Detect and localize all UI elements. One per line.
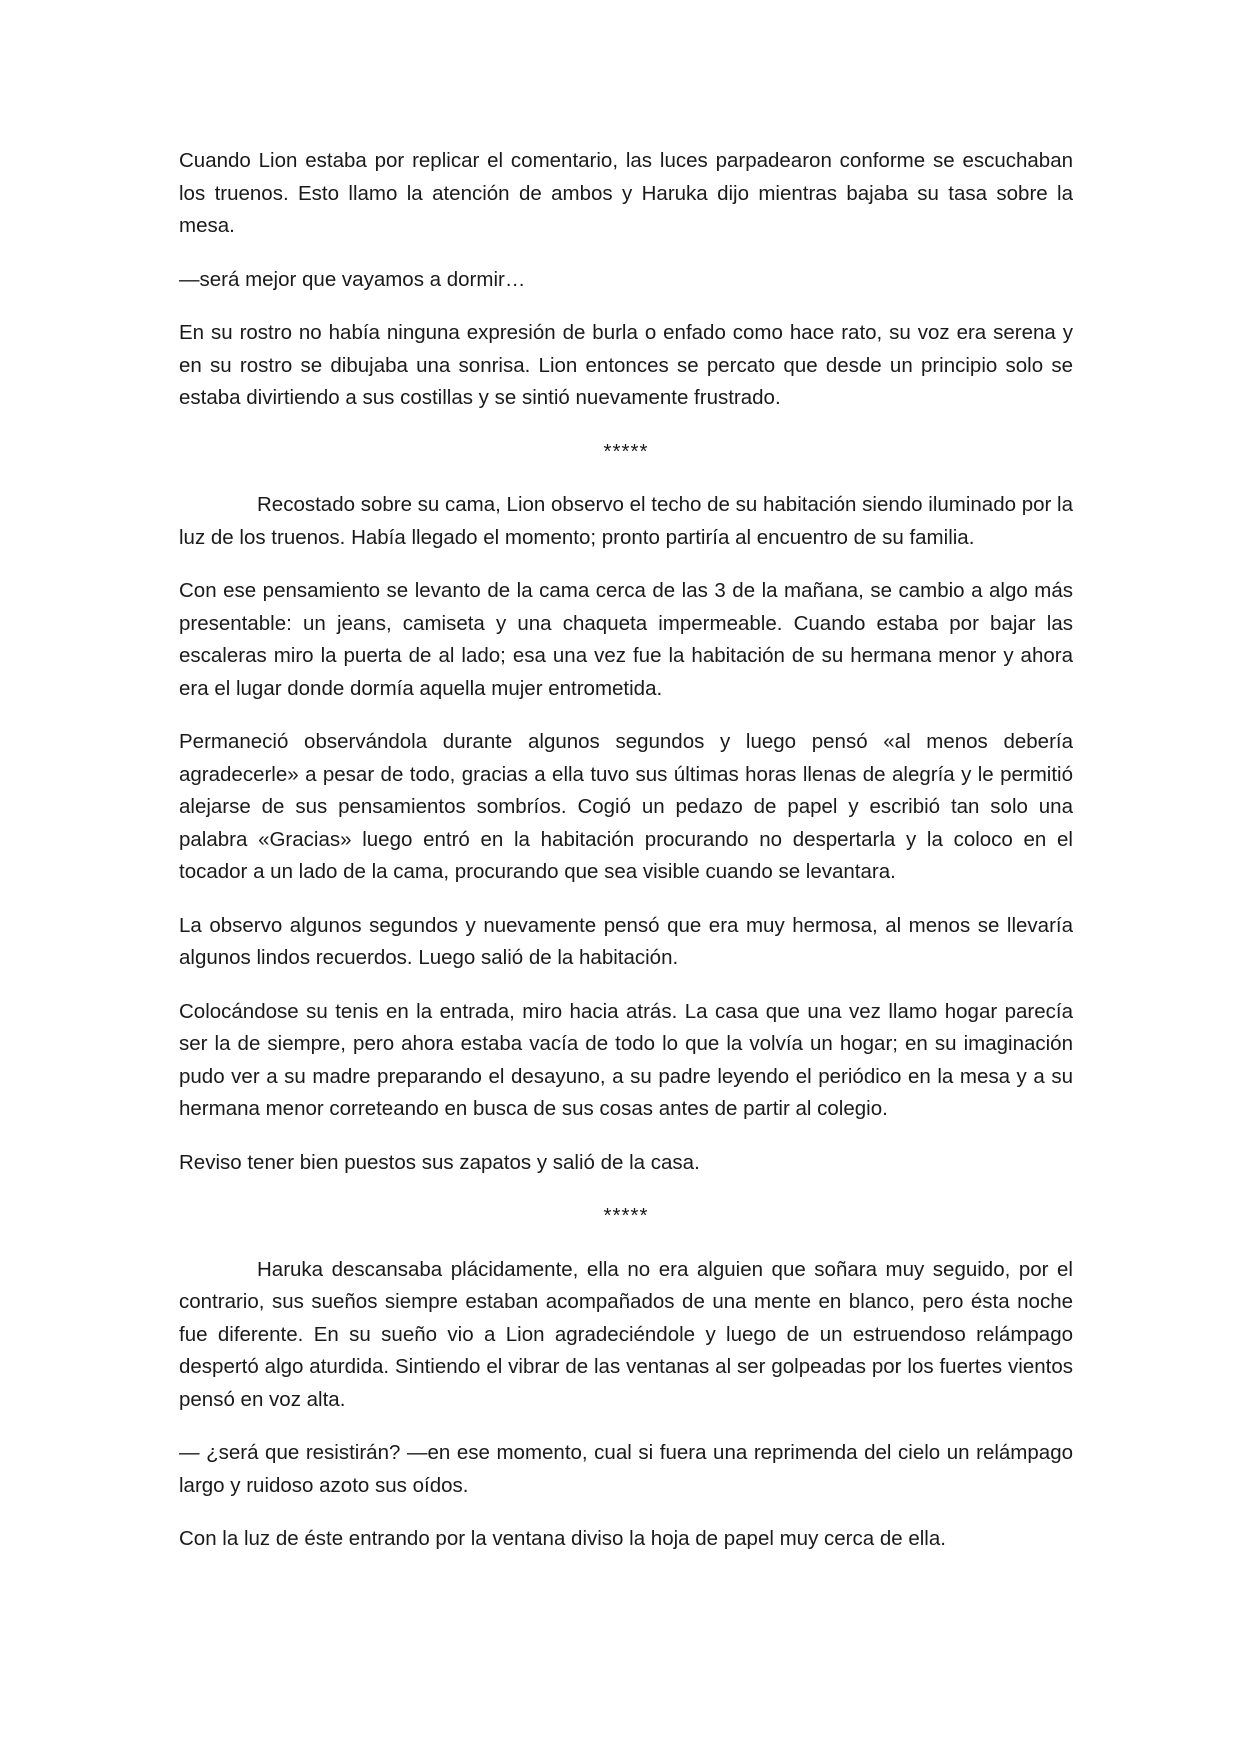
scene-separator: *****	[603, 439, 649, 463]
paragraph: Cuando Lion estaba por replicar el comentario, las luces parpadearon conforme se escuchaban los truenos. Esto llamo la atención de ambos y Haruka dijo mientras bajaba su tasa sobre la mesa.	[179, 149, 1073, 237]
dialogue-paragraph: —será mejor que vayamos a dormir…	[179, 267, 526, 291]
paragraph: Reviso tener bien puestos sus zapatos y salió de la casa.	[179, 1150, 700, 1174]
indented-paragraph: Haruka descansaba plácidamente, ella no era alguien que soñara muy seguido, por el contrario, sus sueños siempre estaban acompañados de una mente en blanco, pero ésta noche fue diferente. En su sueño vio a Lion agradeciéndole y luego de un estruendoso relámpago despertó algo aturdida. Sintiendo el vibrar de las ventanas al ser golpeadas por los fuertes vientos pensó en voz alta.	[179, 1257, 1073, 1411]
indented-paragraph: Recostado sobre su cama, Lion observo el techo de su habitación siendo iluminado por la luz de los truenos. Había llegado el momento; pronto partiría al encuentro de su familia.	[179, 493, 1073, 549]
paragraph: La observo algunos segundos y nuevamente pensó que era muy hermosa, al menos se llevaría algunos lindos recuerdos. Luego salió de la habitación.	[179, 913, 1073, 969]
document-page	[179, 145, 1073, 1577]
paragraph: Con la luz de éste entrando por la ventana diviso la hoja de papel muy cerca de ella.	[179, 1527, 946, 1550]
paragraph: En su rostro no había ninguna expresión de burla o enfado como hace rato, su voz era serena y en su rostro se dibujaba una sonrisa. Lion entonces se percato que desde un principio solo se estaba divirtiendo a sus costillas y se sintió nuevamente frustrado.	[179, 321, 1073, 409]
paragraph: Permaneció observándola durante algunos segundos y luego pensó «al menos debería agradecerle» a pesar de todo, gracias a ella tuvo sus últimas horas llenas de alegría y le permitió alejarse de sus pensamientos sombríos. Cogió un pedazo de papel y escribió tan solo una palabra «Gracias» luego entró en la habitación procurando no despertarla y la coloco en el tocador a un lado de la cama, procurando que sea visible cuando se levantara.	[179, 730, 1073, 883]
scene-separator: *****	[603, 1204, 649, 1227]
dialogue-paragraph: — ¿será que resistirán? —en ese momento, cual si fuera una reprimenda del cielo un relámpago largo y ruidoso azoto sus oídos.	[179, 1441, 1073, 1497]
paragraph: Con ese pensamiento se levanto de la cama cerca de las 3 de la mañana, se cambio a algo más presentable: un jeans, camiseta y una chaqueta impermeable. Cuando estaba por bajar las escaleras miro la puerta de al lado; esa una vez fue la habitación de su hermana menor y ahora era el lugar donde dormía aquella mujer entrometida.	[179, 579, 1073, 700]
paragraph: Colocándose su tenis en la entrada, miro hacia atrás. La casa que una vez llamo hogar parecía ser la de siempre, pero ahora estaba vacía de todo lo que la volvía un hogar; en su imaginación pudo ver a su madre preparando el desayuno, a su padre leyendo el periódico en la mesa y a su hermana menor correteando en busca de sus cosas antes de partir al colegio.	[179, 999, 1073, 1120]
